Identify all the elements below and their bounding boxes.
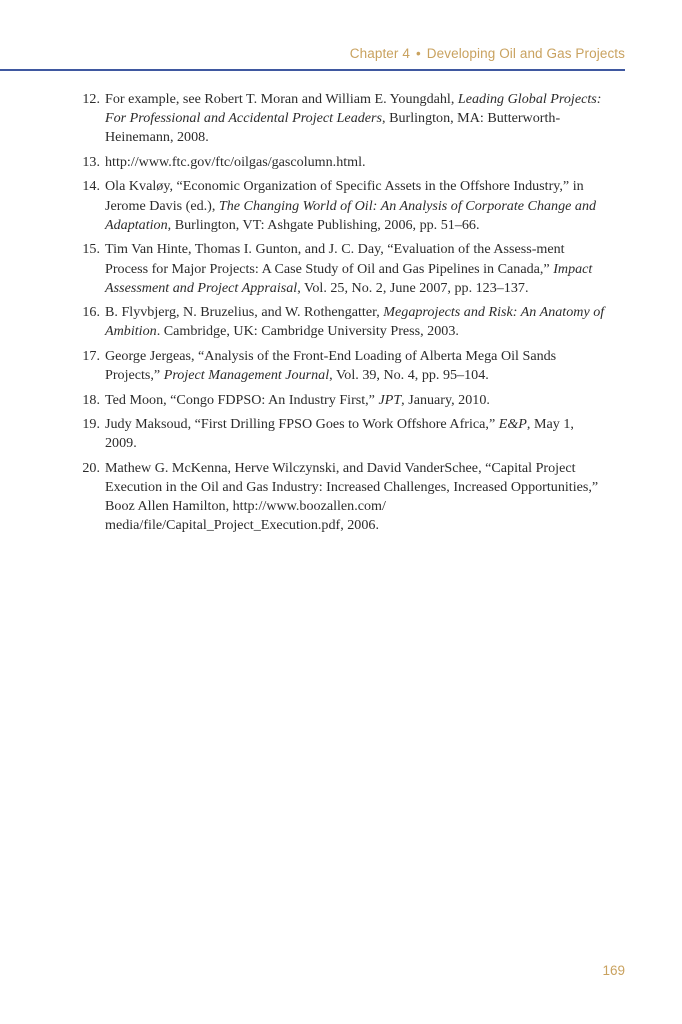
endnote-text-segment: Ted Moon, “Congo FDPSO: An Industry First,”: [105, 391, 379, 408]
endnote-number: 19.: [82, 416, 100, 433]
header-rule: [0, 69, 625, 71]
endnote-text-segment: , Vol. 25, No. 2, June 2007, pp. 123–137.: [297, 279, 529, 296]
endnote-text: [105, 177, 608, 235]
endnote-text-segment: , May 1, 2009.: [105, 416, 574, 452]
endnote-text: [105, 459, 608, 536]
endnote-number: 17.: [82, 347, 100, 364]
endnote-text-segment: , Burlington, VT: Ashgate Publishing, 2006, pp. 51–66.: [167, 216, 480, 233]
bullet-separator: •: [415, 46, 421, 61]
endnote-number: 16.: [82, 304, 100, 321]
chapter-label: Chapter 4: [349, 46, 410, 61]
endnote-text-segment: Judy Maksoud, “First Drilling FPSO Goes to Work Offshore Africa,”: [105, 416, 499, 433]
endnote-text-segment: B. Flyvbjerg, N. Bruzelius, and W. Rothengatter,: [105, 304, 384, 321]
chapter-title: Developing Oil and Gas Projects: [426, 46, 625, 61]
endnote-italic-title: JPT: [378, 391, 402, 408]
endnote-text: [105, 303, 608, 341]
endnote-text: [105, 347, 608, 385]
endnote-text-segment: , Burlington, MA: Butterworth-Heinemann, 2008.: [105, 110, 561, 146]
endnote-number: 12.: [82, 91, 100, 107]
endnote-italic-title: The Changing World of Oil: An Analysis of Corporate Change and Adaptation: [105, 197, 597, 233]
endnote-italic-title: Project Management Journal: [163, 367, 330, 384]
endnote-12: [78, 90, 608, 148]
endnote-text: [105, 391, 608, 410]
endnote-14: [78, 177, 608, 235]
endnote-text-segment: Mathew G. McKenna, Herve Wilczynski, and David VanderSchee, “Capital Project Execution in the Oil and Gas Industry: Increased Challenges, Increased Opportunities,” Booz Allen Hamilton, http://www.boozallen.com/ media/file/Capital_Project_Execution.pdf, 2006.: [105, 459, 599, 534]
endnote-number: 15.: [82, 241, 100, 258]
endnote-number: 18.: [82, 391, 100, 408]
endnote-text-segment: , Vol. 39, No. 4, pp. 95–104.: [329, 367, 489, 384]
endnote-italic-title: Leading Global Projects: For Professional and Accidental Project Leaders: [105, 91, 602, 127]
endnote-text: [105, 415, 608, 453]
endnote-number: 14.: [82, 178, 100, 195]
endnote-text-segment: For example, see Robert T. Moran and William E. Youngdahl,: [105, 91, 458, 107]
endnote-text-segment: http://www.ftc.gov/ftc/oilgas/gascolumn.html.: [105, 153, 366, 170]
endnote-text: [105, 153, 608, 172]
endnote-19: [78, 415, 608, 453]
endnote-16: [78, 303, 608, 341]
endnote-italic-title: Impact Assessment and Project Appraisal: [105, 260, 593, 296]
endnote-18: [78, 391, 608, 410]
page-number: 169: [602, 963, 625, 978]
endnote-italic-title: E&P: [498, 416, 527, 433]
endnote-text: [105, 240, 608, 298]
endnote-20: [78, 459, 608, 536]
endnote-13: [78, 153, 608, 172]
endnote-15: [78, 240, 608, 298]
endnote-number: 20.: [82, 459, 100, 476]
endnote-text-segment: Ola Kvaløy, “Economic Organization of Specific Assets in the Offshore Industry,” in Jerome Davis (ed.),: [105, 178, 584, 214]
endnote-number: 13.: [82, 153, 100, 170]
endnote-text: [105, 90, 608, 148]
endnote-text-segment: , January, 2010.: [401, 391, 490, 408]
endnote-text-segment: Tim Van Hinte, Thomas I. Gunton, and J. C. Day, “Evaluation of the Assess-ment Process for Major Projects: A Case Study of Oil and Gas Pipelines in Canada,”: [105, 241, 565, 277]
endnote-italic-title: Megaprojects and Risk: An Anatomy of Ambition: [105, 304, 605, 340]
endnote-17: [78, 347, 608, 385]
endnotes-list: [78, 90, 608, 541]
running-head: [350, 46, 625, 61]
endnote-text-segment: George Jergeas, “Analysis of the Front-End Loading of Alberta Mega Oil Sands Projects,”: [105, 347, 557, 384]
endnote-text-segment: . Cambridge, UK: Cambridge University Press, 2003.: [156, 323, 459, 340]
